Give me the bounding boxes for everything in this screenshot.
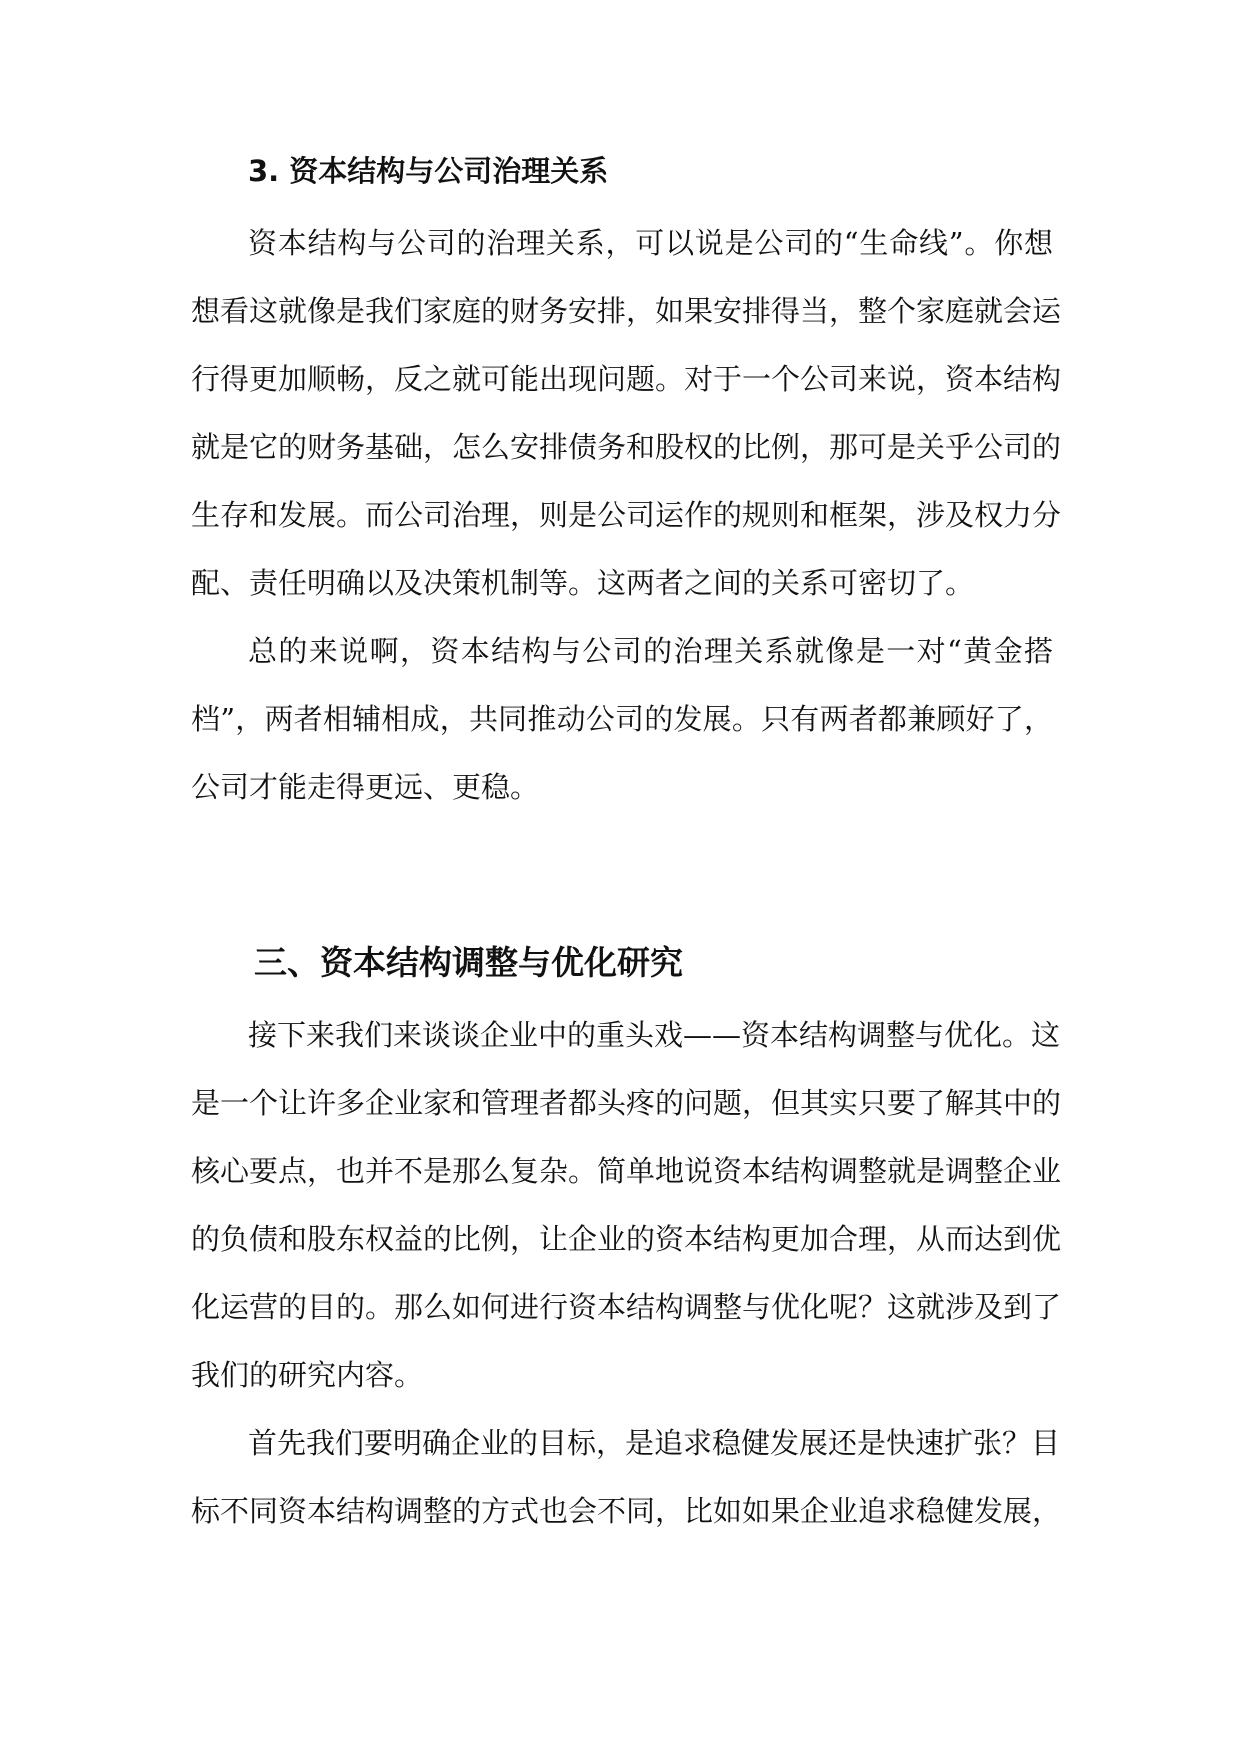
paragraph-3-line-4: 的负债和股东权益的比例，让企业的资本结构更加合理，从而达到优 <box>191 1222 1062 1256</box>
paragraph-1-line-2: 想看这就像是我们家庭的财务安排，如果安排得当，整个家庭就会运 <box>191 294 1062 328</box>
section-heading: 三、资本结构调整与优化研究 <box>254 943 683 982</box>
paragraph-3-line-1: 接下来我们来谈谈企业中的重头戏——资本结构调整与优化。这 <box>248 1018 1061 1052</box>
paragraph-1-line-3: 行得更加顺畅，反之就可能出现问题。对于一个公司来说，资本结构 <box>191 362 1062 396</box>
paragraph-3-line-3: 核心要点，也并不是那么复杂。简单地说资本结构调整就是调整企业 <box>191 1154 1062 1188</box>
paragraph-3-line-6: 我们的研究内容。 <box>191 1358 424 1392</box>
paragraph-1-line-4: 就是它的财务基础，怎么安排债务和股权的比例，那可是关乎公司的 <box>191 430 1062 464</box>
paragraph-3-line-5: 化运营的目的。那么如何进行资本结构调整与优化呢？这就涉及到了 <box>191 1290 1062 1324</box>
paragraph-2-line-1: 总的来说啊，资本结构与公司的治理关系就像是一对“黄金搭 <box>248 634 1053 668</box>
paragraph-2-line-3: 公司才能走得更远、更稳。 <box>191 770 540 804</box>
paragraph-4-line-1: 首先我们要明确企业的目标，是追求稳健发展还是快速扩张？目 <box>248 1426 1061 1460</box>
paragraph-1-line-6: 配、责任明确以及决策机制等。这两者之间的关系可密切了。 <box>191 566 975 600</box>
paragraph-2-line-2: 档”，两者相辅相成，共同推动公司的发展。只有两者都兼顾好了， <box>191 702 1053 736</box>
paragraph-1-line-1: 资本结构与公司的治理关系，可以说是公司的“生命线”。你想 <box>248 226 1053 260</box>
paragraph-1-line-5: 生存和发展。而公司治理，则是公司运作的规则和框架，涉及权力分 <box>191 498 1062 532</box>
subsection-heading: 3. 资本结构与公司治理关系 <box>248 154 609 188</box>
paragraph-4-line-2: 标不同资本结构调整的方式也会不同，比如如果企业追求稳健发展， <box>191 1494 1062 1528</box>
paragraph-3-line-2: 是一个让许多企业家和管理者都头疼的问题，但其实只要了解其中的 <box>191 1086 1062 1120</box>
